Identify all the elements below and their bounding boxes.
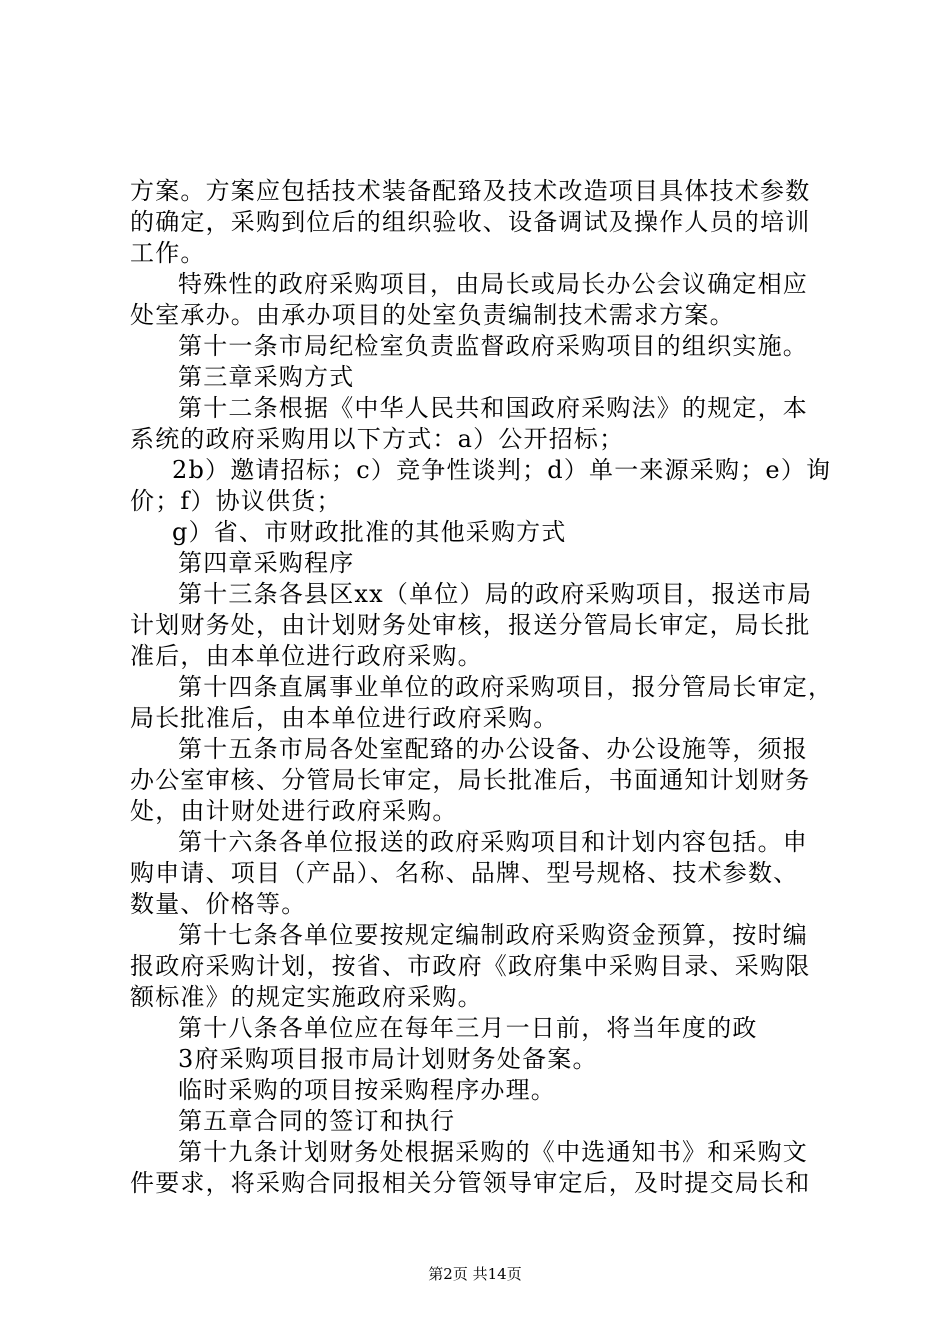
text-line: 的确定，采购到位后的组织验收、设备调试及操作人员的培训 [130, 208, 811, 236]
text-line: 局长批准后，由本单位进行政府采购。 [130, 704, 559, 732]
text-line: 3府采购项目报市局计划财务处备案。 [178, 1045, 598, 1073]
text-line: 第十八条各单位应在每年三月一日前，将当年度的政 [178, 1014, 758, 1042]
text-line: 第十四条直属事业单位的政府采购项目，报分管局长审定， [178, 673, 834, 701]
text-line: 购申请、项目（产品）、名称、品牌、型号规格、技术参数、 [130, 859, 799, 887]
chapter-heading: 第五章合同的签订和执行 [178, 1107, 456, 1135]
text-line: 件要求，将采购合同报相关分管领导审定后，及时提交局长和 [130, 1169, 811, 1197]
text-line: 第十五条市局各处室配臵的办公设备、办公设施等，须报 [178, 735, 808, 763]
text-line: 系统的政府采购用以下方式：a）公开招标； [130, 425, 625, 453]
text-line: 2b）邀请招标；c）竞争性谈判；d）单一来源采购；e）询 [172, 456, 832, 484]
text-line: 第十九条计划财务处根据采购的《中选通知书》和采购文 [178, 1138, 808, 1166]
text-line: 数量、价格等。 [130, 890, 307, 918]
text-line: 处室承办。由承办项目的处室负责编制技术需求方案。 [130, 301, 735, 329]
text-line: g）省、市财政批准的其他采购方式 [172, 518, 567, 546]
text-line: 处，由计财处进行政府采购。 [130, 797, 458, 825]
text-line: 第十一条市局纪检室负责监督政府采购项目的组织实施。 [178, 332, 808, 360]
text-line: 特殊性的政府采购项目，由局长或局长办公会议确定相应 [178, 270, 808, 298]
text-line: 方案。方案应包括技术装备配臵及技术改造项目具体技术参数 [130, 177, 811, 205]
text-line: 临时采购的项目按采购程序办理。 [178, 1076, 556, 1104]
text-line: 计划财务处，由计划财务处审核，报送分管局长审定，局长批 [130, 611, 811, 639]
page-footer: 第2页 共14页 [428, 1265, 522, 1283]
text-line: 第十三条各县区xx（单位）局的政府采购项目，报送市局 [178, 580, 813, 608]
text-line: 报政府采购计划，按省、市政府《政府集中采购目录、采购限 [130, 952, 811, 980]
text-line: 办公室审核、分管局长审定，局长批准后，书面通知计划财务 [130, 766, 811, 794]
chapter-heading: 第四章采购程序 [178, 549, 355, 577]
text-line: 额标准》的规定实施政府采购。 [130, 983, 483, 1011]
text-line: 第十七条各单位要按规定编制政府采购资金预算，按时编 [178, 921, 808, 949]
text-line: 工作。 [130, 239, 206, 267]
text-line: 价；f）协议供货； [130, 487, 342, 515]
text-line: 第十二条根据《中华人民共和国政府采购法》的规定，本 [178, 394, 808, 422]
text-line: 第十六条各单位报送的政府采购项目和计划内容包括。申 [178, 828, 808, 856]
chapter-heading: 第三章采购方式 [178, 363, 355, 391]
text-line: 准后，由本单位进行政府采购。 [130, 642, 483, 670]
